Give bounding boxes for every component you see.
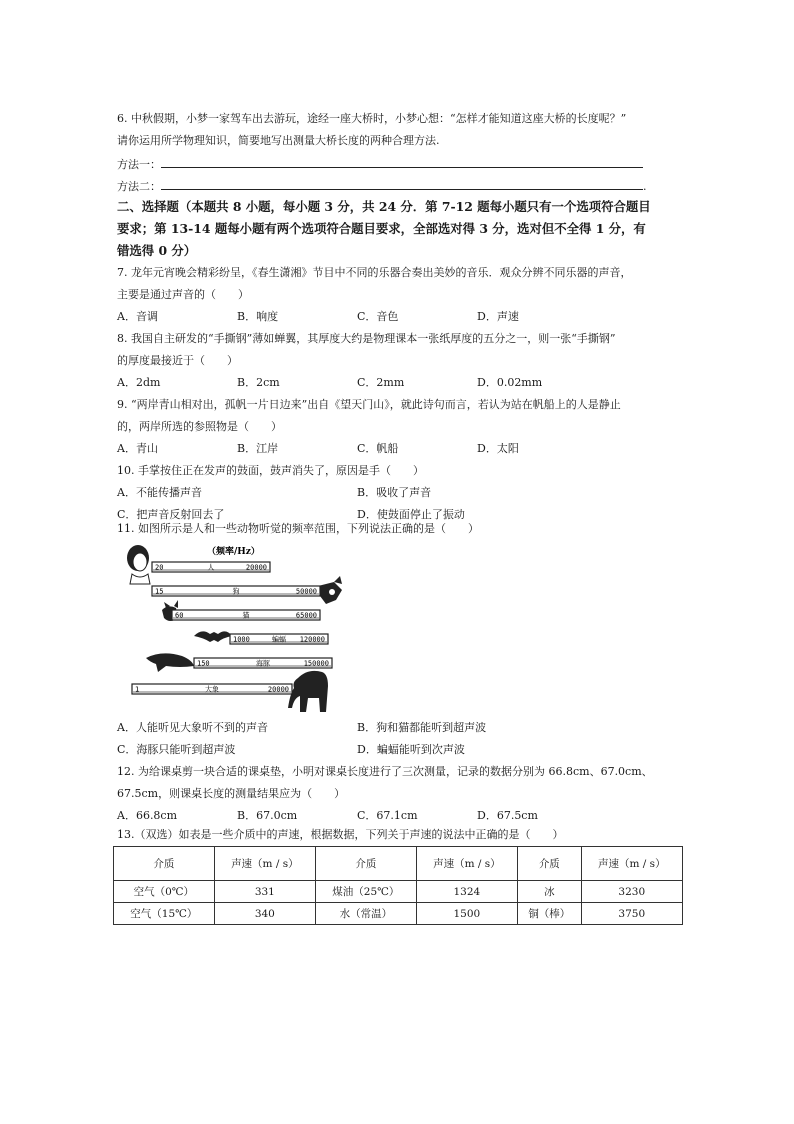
q11-option-b[interactable]: B．狗和猫都能听到超声波 xyxy=(357,721,487,734)
q8-option-d[interactable]: D．0.02mm xyxy=(477,376,543,389)
q10-option-c[interactable]: C．把声音反射回去了 xyxy=(117,508,225,521)
dolphin-icon xyxy=(146,653,194,672)
q9-option-b[interactable]: B．江岸 xyxy=(237,442,279,455)
bar-animal-label: 人 xyxy=(207,563,215,572)
table-header-row xyxy=(114,847,683,881)
q12-option-b[interactable]: B．67.0cm xyxy=(237,809,298,822)
table-row xyxy=(114,903,683,925)
q12-line1: 12. 为给课桌剪一块合适的课桌垫，小明对课桌长度进行了三次测量，记录的数据分别为 66.8cm、67.0cm、 xyxy=(117,765,653,778)
q8-line1: 8. 我国自主研发的“手撕钢”薄如蝉翼，其厚度大约是物理课本一张纸厚度的五分之一，则一张“手撕钢” xyxy=(117,332,616,345)
bar-min-label: 1 xyxy=(135,685,140,694)
bar-min-label: 1000 xyxy=(233,635,250,644)
table-header-cell: 声速（m / s） xyxy=(214,847,315,881)
q6-line2: 请你运用所学物理知识，简要地写出测量大桥长度的两种合理方法. xyxy=(117,134,440,147)
bar-animal-label: 大象 xyxy=(205,685,219,694)
q7-option-b[interactable]: B．响度 xyxy=(237,310,279,323)
q6-line1: 6. 中秋假期，小梦一家驾车出去游玩，途经一座大桥时，小梦心想：“怎样才能知道这座大桥的长度呢？” xyxy=(117,112,627,125)
table-row xyxy=(114,881,683,903)
q6-method2 xyxy=(117,179,647,194)
table-header-cell: 声速（m / s） xyxy=(416,847,517,881)
q10-option-a[interactable]: A．不能传播声音 xyxy=(117,486,202,499)
figure-title: （频率/Hz） xyxy=(207,547,260,557)
bar-max-label: 50000 xyxy=(295,587,317,596)
bar-min-label: 150 xyxy=(197,659,210,668)
bar-max-label: 20000 xyxy=(245,563,267,572)
q8-option-c[interactable]: C．2mm xyxy=(357,376,405,389)
q11-option-c[interactable]: C．海豚只能听到超声波 xyxy=(117,743,236,756)
q7-option-a[interactable]: A．音调 xyxy=(117,310,158,323)
q12-option-d[interactable]: D．67.5cm xyxy=(477,809,538,822)
q10-option-d[interactable]: D．使鼓面停止了振动 xyxy=(357,508,465,521)
bar-max-label: 65000 xyxy=(295,611,317,620)
q10-line1: 10. 手掌按住正在发声的鼓面，鼓声消失了，原因是手（ ） xyxy=(117,464,424,477)
q12-option-c[interactable]: C．67.1cm xyxy=(357,809,418,822)
q7-option-c[interactable]: C．音色 xyxy=(357,310,399,323)
table-cell: 1324 xyxy=(416,881,517,903)
hearing-range-figure xyxy=(122,538,352,718)
q9-line1: 9. “两岸青山相对出，孤帆一片日边来”出自《望天门山》，就此诗句而言，若认为站在帆船上的人是静止 xyxy=(117,398,621,411)
dog-icon xyxy=(318,576,342,604)
table-cell: 空气（15℃） xyxy=(114,903,215,925)
q8-line2: 的厚度最接近于（ ） xyxy=(117,354,238,367)
q12-option-a[interactable]: A．66.8cm xyxy=(117,809,178,822)
q11-line1: 11. 如图所示是人和一些动物听觉的频率范围，下列说法正确的是（ ） xyxy=(117,522,479,535)
bar-max-label: 120000 xyxy=(299,635,325,644)
bar-animal-label: 蝙蝠 xyxy=(272,635,286,644)
table-cell: 1500 xyxy=(416,903,517,925)
method2-end: . xyxy=(643,180,647,193)
section2-line2: 要求；第 13-14 题每小题有两个选项符合题目要求，全部选对得 3 分，选对但不全得 1 分，有 xyxy=(117,221,646,236)
table-cell: 冰 xyxy=(518,881,582,903)
table-cell: 340 xyxy=(214,903,315,925)
q13-line1: 13.（双选）如表是一些介质中的声速，根据数据，下列关于声速的说法中正确的是（ ） xyxy=(117,828,564,841)
q7-option-d[interactable]: D．声速 xyxy=(477,310,519,323)
bar-min-label: 60 xyxy=(175,611,184,620)
q10-option-b[interactable]: B．吸收了声音 xyxy=(357,486,432,499)
bar-animal-label: 猫 xyxy=(242,611,250,620)
table-header-cell: 介质 xyxy=(114,847,215,881)
q7-line1: 7. 龙年元宵晚会精彩纷呈，《春生潇湘》节目中不同的乐器合奏出美妙的音乐．观众分辨不同乐器的声音， xyxy=(117,266,632,279)
q11-option-d[interactable]: D．蝙蝠能听到次声波 xyxy=(357,743,465,756)
table-cell: 铜（棒） xyxy=(518,903,582,925)
table-cell: 空气（0℃） xyxy=(114,881,215,903)
table-cell: 3750 xyxy=(581,903,682,925)
q9-option-c[interactable]: C．帆船 xyxy=(357,442,399,455)
bar-min-label: 20 xyxy=(155,563,164,572)
method1-answer-blank[interactable] xyxy=(161,157,643,168)
sound-speed-table xyxy=(113,846,683,925)
bar-min-label: 15 xyxy=(155,587,164,596)
q8-option-b[interactable]: B．2cm xyxy=(237,376,280,389)
table-cell: 水（常温） xyxy=(316,903,417,925)
human-icon xyxy=(127,545,150,584)
q6-method1 xyxy=(117,157,643,172)
method2-label: 方法二： xyxy=(117,180,161,193)
table-cell: 煤油（25℃） xyxy=(316,881,417,903)
q9-line2: 的，两岸所选的参照物是（ ） xyxy=(117,420,282,433)
q9-option-d[interactable]: D．太阳 xyxy=(477,442,519,455)
q11-option-a[interactable]: A．人能听见大象听不到的声音 xyxy=(117,721,268,734)
section2-line1: 二、选择题（本题共 8 小题，每小题 3 分，共 24 分．第 7-12 题每小题只有一个选项符合题目 xyxy=(117,199,651,214)
q12-line2: 67.5cm，则课桌长度的测量结果应为（ ） xyxy=(117,787,346,800)
bar-max-label: 150000 xyxy=(303,659,329,668)
table-header-cell: 介质 xyxy=(316,847,417,881)
q7-line2: 主要是通过声音的（ ） xyxy=(117,288,249,301)
method2-answer-blank[interactable] xyxy=(161,179,643,190)
q8-option-a[interactable]: A．2dm xyxy=(117,376,161,389)
bat-icon xyxy=(194,631,232,642)
bar-animal-label: 狗 xyxy=(232,587,240,596)
q9-option-a[interactable]: A．青山 xyxy=(117,442,158,455)
section2-line3: 错选得 0 分） xyxy=(117,243,197,258)
table-cell: 3230 xyxy=(581,881,682,903)
table-header-cell: 介质 xyxy=(518,847,582,881)
elephant-icon xyxy=(288,671,328,712)
table-header-cell: 声速（m / s） xyxy=(581,847,682,881)
table-cell: 331 xyxy=(214,881,315,903)
bar-max-label: 20000 xyxy=(267,685,289,694)
method1-label: 方法一： xyxy=(117,158,161,171)
bar-animal-label: 海豚 xyxy=(256,659,270,668)
frequency-bars xyxy=(132,562,332,694)
